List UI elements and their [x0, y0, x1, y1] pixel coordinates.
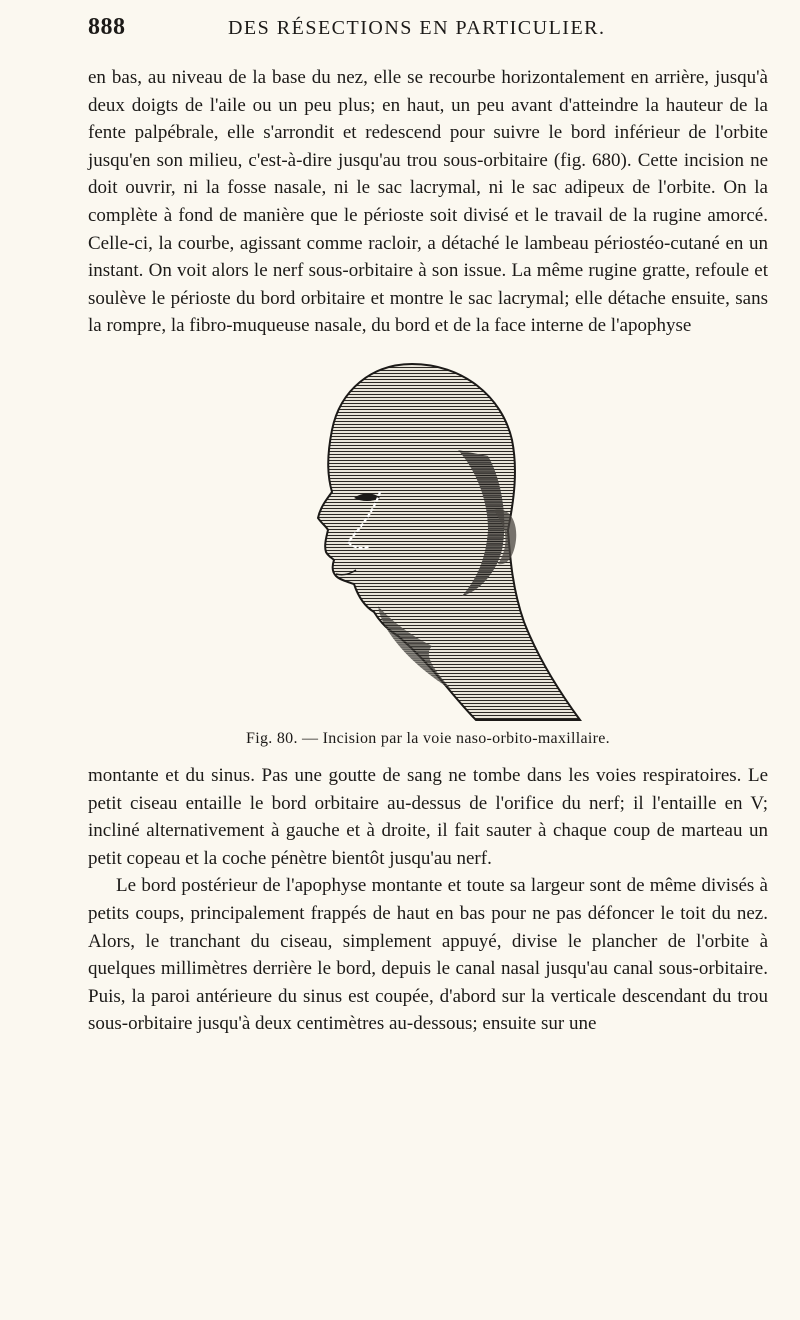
paragraph-2: montante et du sinus. Pas une goutte de sang ne tombe dans les voies respiratoires. Le petit ciseau entaille le bord orbitaire au-dessus de l'orifice du nerf; il l'entaille en V; incliné alternativement à gauche et à droite, il fait sauter à chaque coup de marteau un petit copeau et la coche pénètre bientôt jusqu'au nerf. — [88, 764, 768, 869]
figure-head-engraving — [88, 360, 768, 724]
running-title: DES RÉSECTIONS EN PARTICULIER. — [227, 17, 606, 39]
figure-caption: Fig. 80. — Incision par la voie naso-orbito-maxillaire. — [246, 729, 610, 747]
paragraph-3: Le bord postérieur de l'apophyse montante et toute sa largeur sont de même divisés à petits coups, principalement frappés de haut en bas pour ne pas défoncer le toit du nez. Alors, le tranchant du ciseau, simplement appuyé, divise le plancher de l'orbite à quelques millimètres derrière le bord, depuis le canal nasal jusqu'au canal sous-orbitaire. Puis, la paroi antérieure du sinus est coupée, d'abord sur la verticale descendant du trou sous-orbitaire jusqu'à deux centimètres au-dessous; ensuite sur une — [88, 875, 768, 1035]
book-page — [88, 14, 768, 1304]
page-header — [88, 14, 768, 50]
head-profile-illustration — [262, 360, 592, 724]
page-number: 888 — [88, 14, 126, 40]
paragraph-1: en bas, au niveau de la base du nez, elle se recourbe horizontalement en arrière, jusqu'à deux doigts de l'aile ou un peu plus; en haut, un peu avant d'atteindre la hauteur de la fente palpébrale, elle s'arrondit et redescend pour suivre le bord inférieur de l'orbite jusqu'en son milieu, c'est-à-dire jusqu'au trou sous-orbitaire (fig. 680). Cette incision ne doit ouvrir, ni la fosse nasale, ni le sac lacrymal, ni le sac adipeux de l'orbite. On la complète à fond de manière que le périoste soit divisé et le travail de la rugine amorcé. Celle-ci, la courbe, agissant comme racloir, a détaché le lambeau périostéo-cutané en un instant. On voit alors le nerf sous-orbitaire à son issue. La même rugine gratte, refoule et soulève le périoste du bord orbitaire et montre le sac lacrymal; elle détache ensuite, sans la rompre, la fibro-muqueuse nasale, du bord et de la face interne de l'apophyse — [88, 67, 768, 337]
